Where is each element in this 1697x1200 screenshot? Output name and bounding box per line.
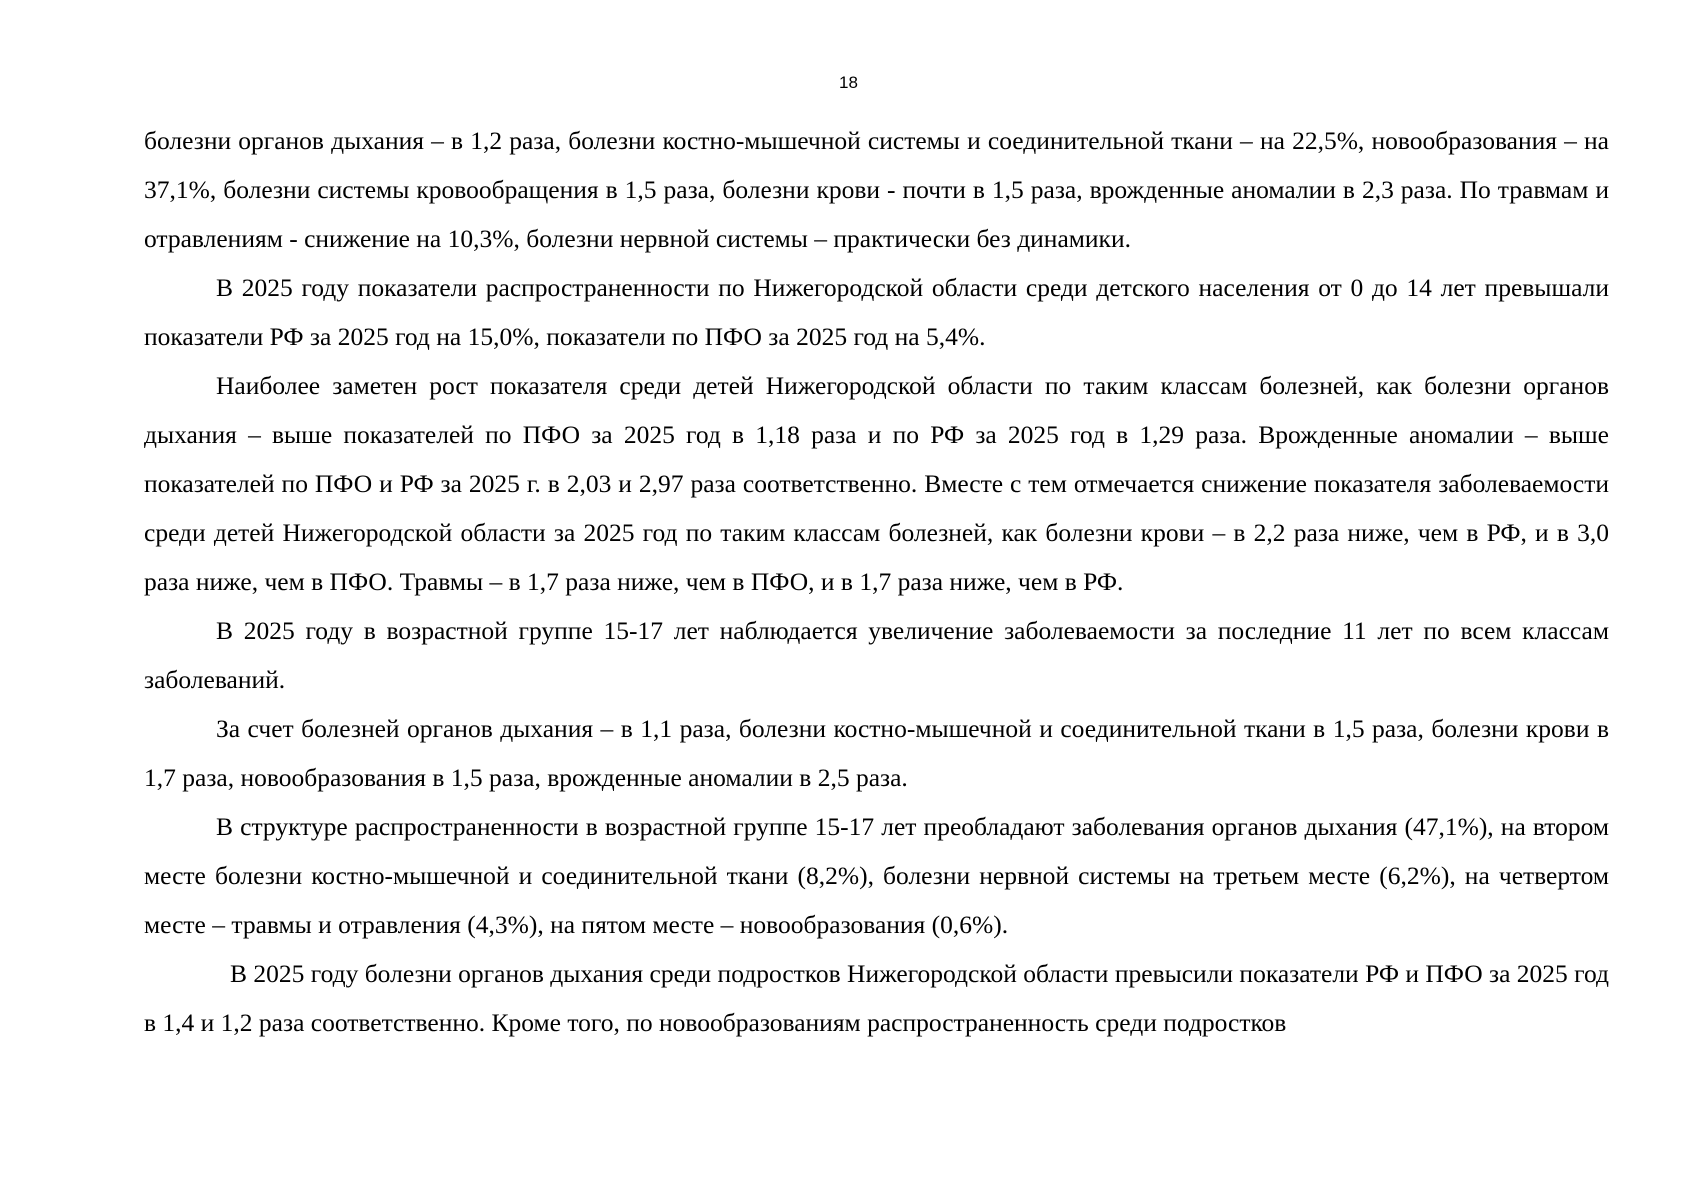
paragraph-2: В 2025 году показатели распространенности по Нижегородской области среди детского населения от 0 до 14 лет превышали показатели РФ за 2025 год на 15,0%, показатели по ПФО за 2025 год на 5,4%. (144, 273, 1609, 351)
paragraph-4: В 2025 году в возрастной группе 15-17 лет наблюдается увеличение заболеваемости за последние 11 лет по всем классам заболеваний. (144, 616, 1609, 694)
page-number: 18 (839, 73, 858, 92)
paragraph-3: Наиболее заметен рост показателя среди детей Нижегородской области по таким классам болезней, как болезни органов дыхания – выше показателей по ПФО за 2025 год в 1,18 раза и по РФ за 2025 год в 1,29 раза. Врожденные аномалии – выше показателей по ПФО и РФ за 2025 г. в 2,03 и 2,97 раза соответственно. Вместе с тем отмечается снижение показателя заболеваемости среди детей Нижегородской области за 2025 год по таким классам болезней, как болезни крови – в 2,2 раза ниже, чем в РФ, и в 3,0 раза ниже, чем в ПФО. Травмы – в 1,7 раза ниже, чем в ПФО, и в 1,7 раза ниже, чем в РФ. (144, 371, 1609, 596)
paragraph-1: болезни органов дыхания – в 1,2 раза, болезни костно-мышечной системы и соединительной ткани – на 22,5%, новообразования – на 37,1%, болезни системы кровообращения в 1,5 раза, болезни крови - почти в 1,5 раза, врожденные аномалии в 2,3 раза. По травмам и отравлениям - снижение на 10,3%, болезни нервной системы – практически без динамики. (144, 126, 1609, 253)
paragraph-5: За счет болезней органов дыхания – в 1,1 раза, болезни костно-мышечной и соединительной ткани в 1,5 раза, болезни крови в 1,7 раза, новообразования в 1,5 раза, врожденные аномалии в 2,5 раза. (144, 714, 1609, 792)
paragraph-6: В структуре распространенности в возрастной группе 15-17 лет преобладают заболевания органов дыхания (47,1%), на втором месте болезни костно-мышечной и соединительной ткани (8,2%), болезни нервной системы на третьем месте (6,2%), на четвертом месте – травмы и отравления (4,3%), на пятом месте – новообразования (0,6%). (144, 812, 1609, 939)
paragraph-7: В 2025 году болезни органов дыхания среди подростков Нижегородской области превысили показатели РФ и ПФО за 2025 год в 1,4 и 1,2 раза соответственно. Кроме того, по новообразованиям распространенность среди подростков (144, 959, 1609, 1037)
document-body (144, 116, 1609, 1047)
